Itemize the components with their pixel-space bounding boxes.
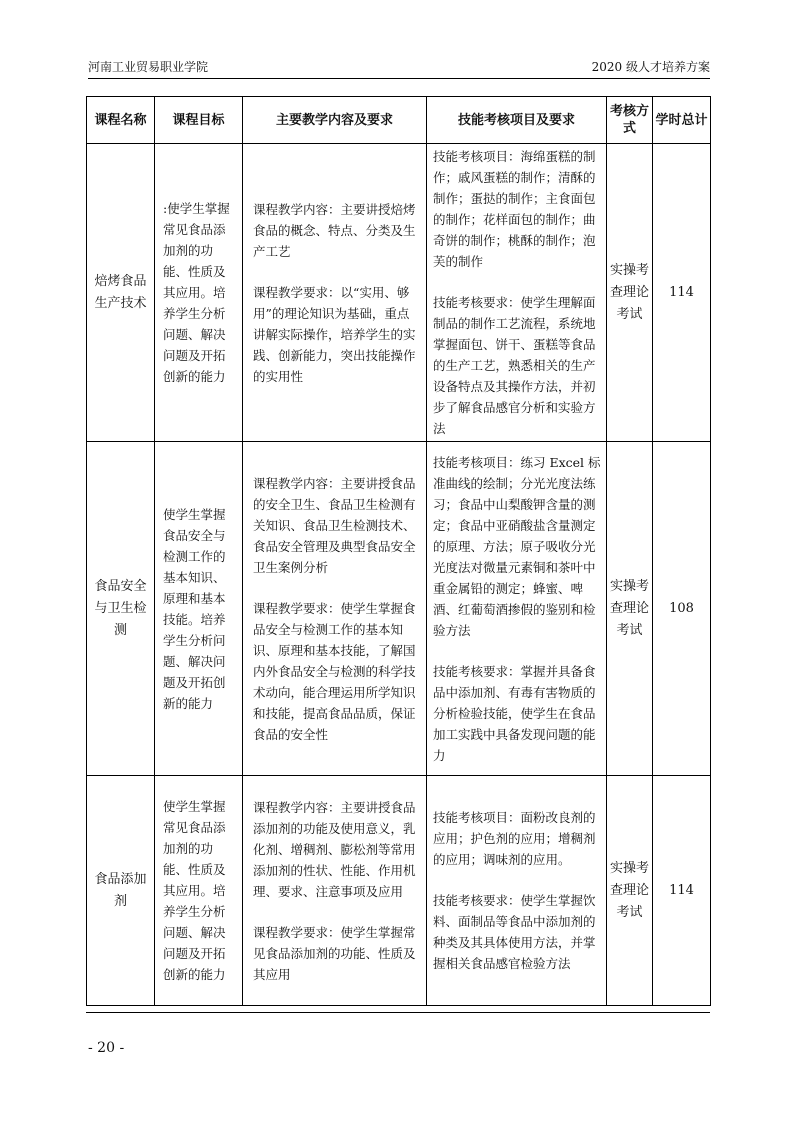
col-header-exam: 考核方式: [607, 97, 653, 144]
course-content: [243, 776, 427, 1006]
header-institution: 河南工业贸易职业学院: [88, 60, 209, 74]
skill-assessment: [427, 776, 607, 1006]
page-header: [88, 58, 710, 79]
col-header-content: 主要教学内容及要求: [243, 97, 427, 144]
col-header-skill: 技能考核项目及要求: [427, 97, 607, 144]
course-name: 食品添加剂: [87, 776, 155, 1006]
col-header-course-name: 课程名称: [87, 97, 155, 144]
table-header-row: [87, 97, 711, 144]
skill-requirements: 技能考核要求：掌握并具备食品中添加剂、有毒有害物质的分析检验技能，使学生在食品加工实践中具备发现问题的能力: [433, 663, 596, 763]
skill-requirements: 技能考核要求：使学生理解面制品的制作工艺流程，系统地掌握面包、饼干、蛋糕等食品的生产工艺，熟悉相关的生产设备特点及其操作方法，并初步了解食品感官分析和实验方法: [433, 295, 596, 436]
content-teaching: 课程教学内容：主要讲授食品的安全卫生、食品卫生检测有关知识、食品卫生检测技术、食品安全管理及典型食品安全卫生案例分析: [253, 475, 416, 575]
content-teaching: 课程教学内容：主要讲授焙烤食品的概念、特点、分类及生产工艺: [253, 201, 416, 259]
course-content: [243, 144, 427, 442]
course-goal: 使学生掌握常见食品添加剂的功能、性质及其应用。培养学生分析问题、解决问题及开拓创新的能力: [155, 776, 243, 1006]
exam-method: 实操考查理论考试: [607, 776, 653, 1006]
table-row: [87, 442, 711, 776]
skill-items: 技能考核项目：练习 Excel 标准曲线的绘制；分光光度法练习；食品中山梨酸钾含量的测定；食品中亚硝酸盐含量测定的原理、方法；原子吸收分光光度法对微量元素铜和茶叶中重金属铅的测定；蜂蜜、啤酒、红葡萄酒掺假的鉴别和检验方法: [433, 454, 601, 638]
footer-rule: [86, 1012, 710, 1013]
exam-method: 实操考查理论考试: [607, 442, 653, 776]
skill-items: 技能考核项目：海绵蛋糕的制作；戚风蛋糕的制作；清酥的制作；蛋挞的制作；主食面包的制作；花样面包的制作；曲奇饼的制作；桃酥的制作；泡芙的制作: [433, 149, 596, 269]
course-goal: :使学生掌握常见食品添加剂的功能、性质及其应用。培养学生分析问题、解决问题及开拓创新的能力: [155, 144, 243, 442]
skill-requirements: 技能考核要求：使学生掌握饮料、面制品等食品中添加剂的种类及其具体使用方法，并掌握相关食品感官检验方法: [433, 893, 596, 971]
course-table: [86, 96, 711, 1006]
col-header-course-goal: 课程目标: [155, 97, 243, 144]
content-teaching: 课程教学内容：主要讲授食品添加剂的功能及使用意义，乳化剂、增稠剂、膨松剂等常用添加剂的性状、性能、作用机理、要求、注意事项及应用: [253, 799, 416, 899]
course-name: 焙烤食品生产技术: [87, 144, 155, 442]
total-hours: 114: [653, 144, 711, 442]
content-requirements: 课程教学要求：以“实用、够用”的理论知识为基础，重点讲解实际操作，培养学生的实践、创新能力，突出技能操作的实用性: [253, 284, 416, 384]
col-header-hours: 学时总计: [653, 97, 711, 144]
table-row: [87, 144, 711, 442]
skill-items: 技能考核项目：面粉改良剂的应用；护色剂的应用；增稠剂的应用；调味剂的应用。: [433, 810, 596, 867]
skill-assessment: [427, 442, 607, 776]
content-requirements: 课程教学要求：使学生掌握常见食品添加剂的功能、性质及其应用: [253, 924, 416, 982]
course-name: 食品安全与卫生检测: [87, 442, 155, 776]
page-number: - 20 -: [88, 1040, 125, 1056]
header-document-title: 2020 级人才培养方案: [591, 60, 710, 74]
content-requirements: 课程教学要求：使学生掌握食品安全与检测工作的基本知识、原理和基本技能，了解国内外食品安全与检测的科学技术动向，能合理运用所学知识和技能，提高食品品质，保证食品的安全性: [253, 600, 416, 742]
total-hours: 114: [653, 776, 711, 1006]
course-content: [243, 442, 427, 776]
skill-assessment: [427, 144, 607, 442]
exam-method: 实操考查理论考试: [607, 144, 653, 442]
table-row: [87, 776, 711, 1006]
total-hours: 108: [653, 442, 711, 776]
course-goal: 使学生掌握食品安全与检测工作的基本知识、原理和基本技能。培养学生分析问题、解决问题及开拓创新的能力: [155, 442, 243, 776]
